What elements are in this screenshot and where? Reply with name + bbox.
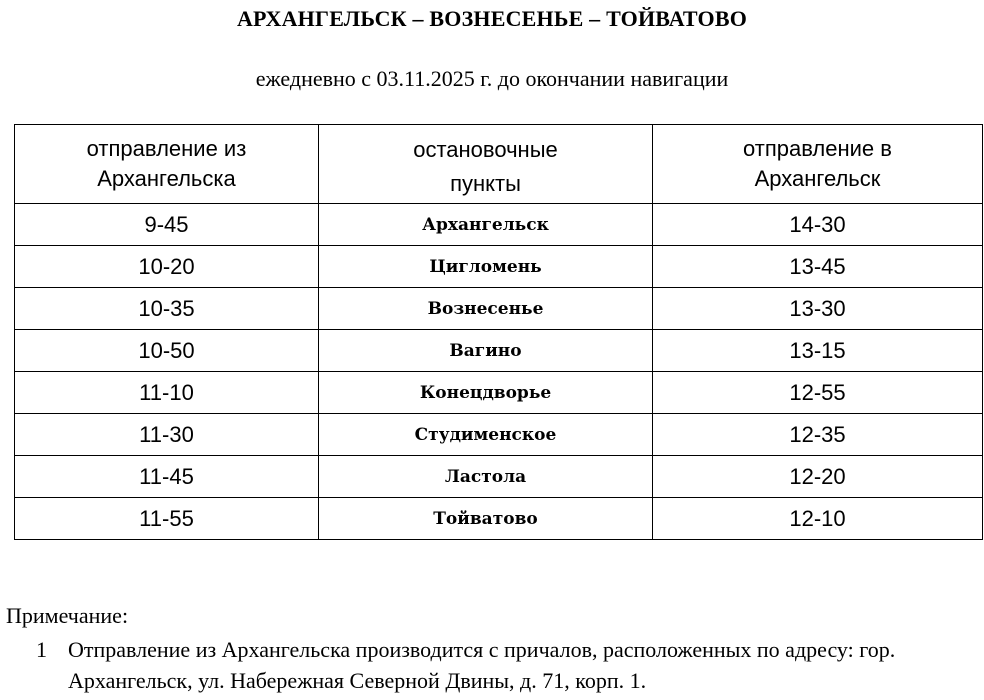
departure-to-cell: 13-45 <box>653 246 983 288</box>
notes-title: Примечание: <box>6 603 129 628</box>
header-departure-to <box>653 125 983 204</box>
departure-from-cell: 10-50 <box>15 330 319 372</box>
page-title: АРХАНГЕЛЬСК – ВОЗНЕСЕНЬЕ – ТОЙВАТОВО <box>236 6 748 31</box>
table-header-row <box>15 125 983 204</box>
stop-cell: Студименское <box>319 414 653 456</box>
table-row <box>15 288 983 330</box>
schedule-subtitle: ежедневно с 03.11.2025 г. до окончании навигации <box>255 66 729 91</box>
departure-from-cell: 11-55 <box>15 498 319 540</box>
header-departure-from <box>15 125 319 204</box>
departure-from-cell: 10-20 <box>15 246 319 288</box>
note-number: 1 <box>36 637 47 662</box>
stop-cell: Ластола <box>319 456 653 498</box>
table-row <box>15 498 983 540</box>
table-row <box>15 330 983 372</box>
table-row <box>15 456 983 498</box>
header-departure-to-line2: Архангельск <box>754 166 881 191</box>
table-row <box>15 246 983 288</box>
note-item <box>6 634 976 696</box>
stop-cell: Архангельск <box>319 204 653 246</box>
table-row <box>15 204 983 246</box>
table-row <box>15 414 983 456</box>
stop-cell: Тойватово <box>319 498 653 540</box>
stop-cell: Конецдворье <box>319 372 653 414</box>
header-stops-line1: остановочные <box>413 137 558 162</box>
header-stops <box>319 125 653 204</box>
departure-to-cell: 12-20 <box>653 456 983 498</box>
departure-from-cell: 11-30 <box>15 414 319 456</box>
header-departure-from-line2: Архангельска <box>97 166 236 191</box>
departure-to-cell: 12-55 <box>653 372 983 414</box>
table-row <box>15 372 983 414</box>
schedule-table <box>14 124 983 540</box>
stop-cell: Цигломень <box>319 246 653 288</box>
departure-to-cell: 13-15 <box>653 330 983 372</box>
departure-from-cell: 11-45 <box>15 456 319 498</box>
departure-from-cell: 10-35 <box>15 288 319 330</box>
departure-to-cell: 14-30 <box>653 204 983 246</box>
header-stops-line2: пункты <box>450 171 521 196</box>
departure-from-cell: 11-10 <box>15 372 319 414</box>
header-departure-to-line1: отправление в <box>743 136 892 161</box>
departure-from-cell: 9-45 <box>15 204 319 246</box>
header-departure-from-line1: отправление из <box>86 136 247 161</box>
stop-cell: Вагино <box>319 330 653 372</box>
departure-to-cell: 12-10 <box>653 498 983 540</box>
departure-to-cell: 12-35 <box>653 414 983 456</box>
stop-cell: Вознесенье <box>319 288 653 330</box>
note-text: Отправление из Архангельска производится с причалов, расположенных по адресу: гор. Архангельск, ул. Набережная Северной Двины, д. 71, корп. 1. <box>68 637 896 693</box>
departure-to-cell: 13-30 <box>653 288 983 330</box>
